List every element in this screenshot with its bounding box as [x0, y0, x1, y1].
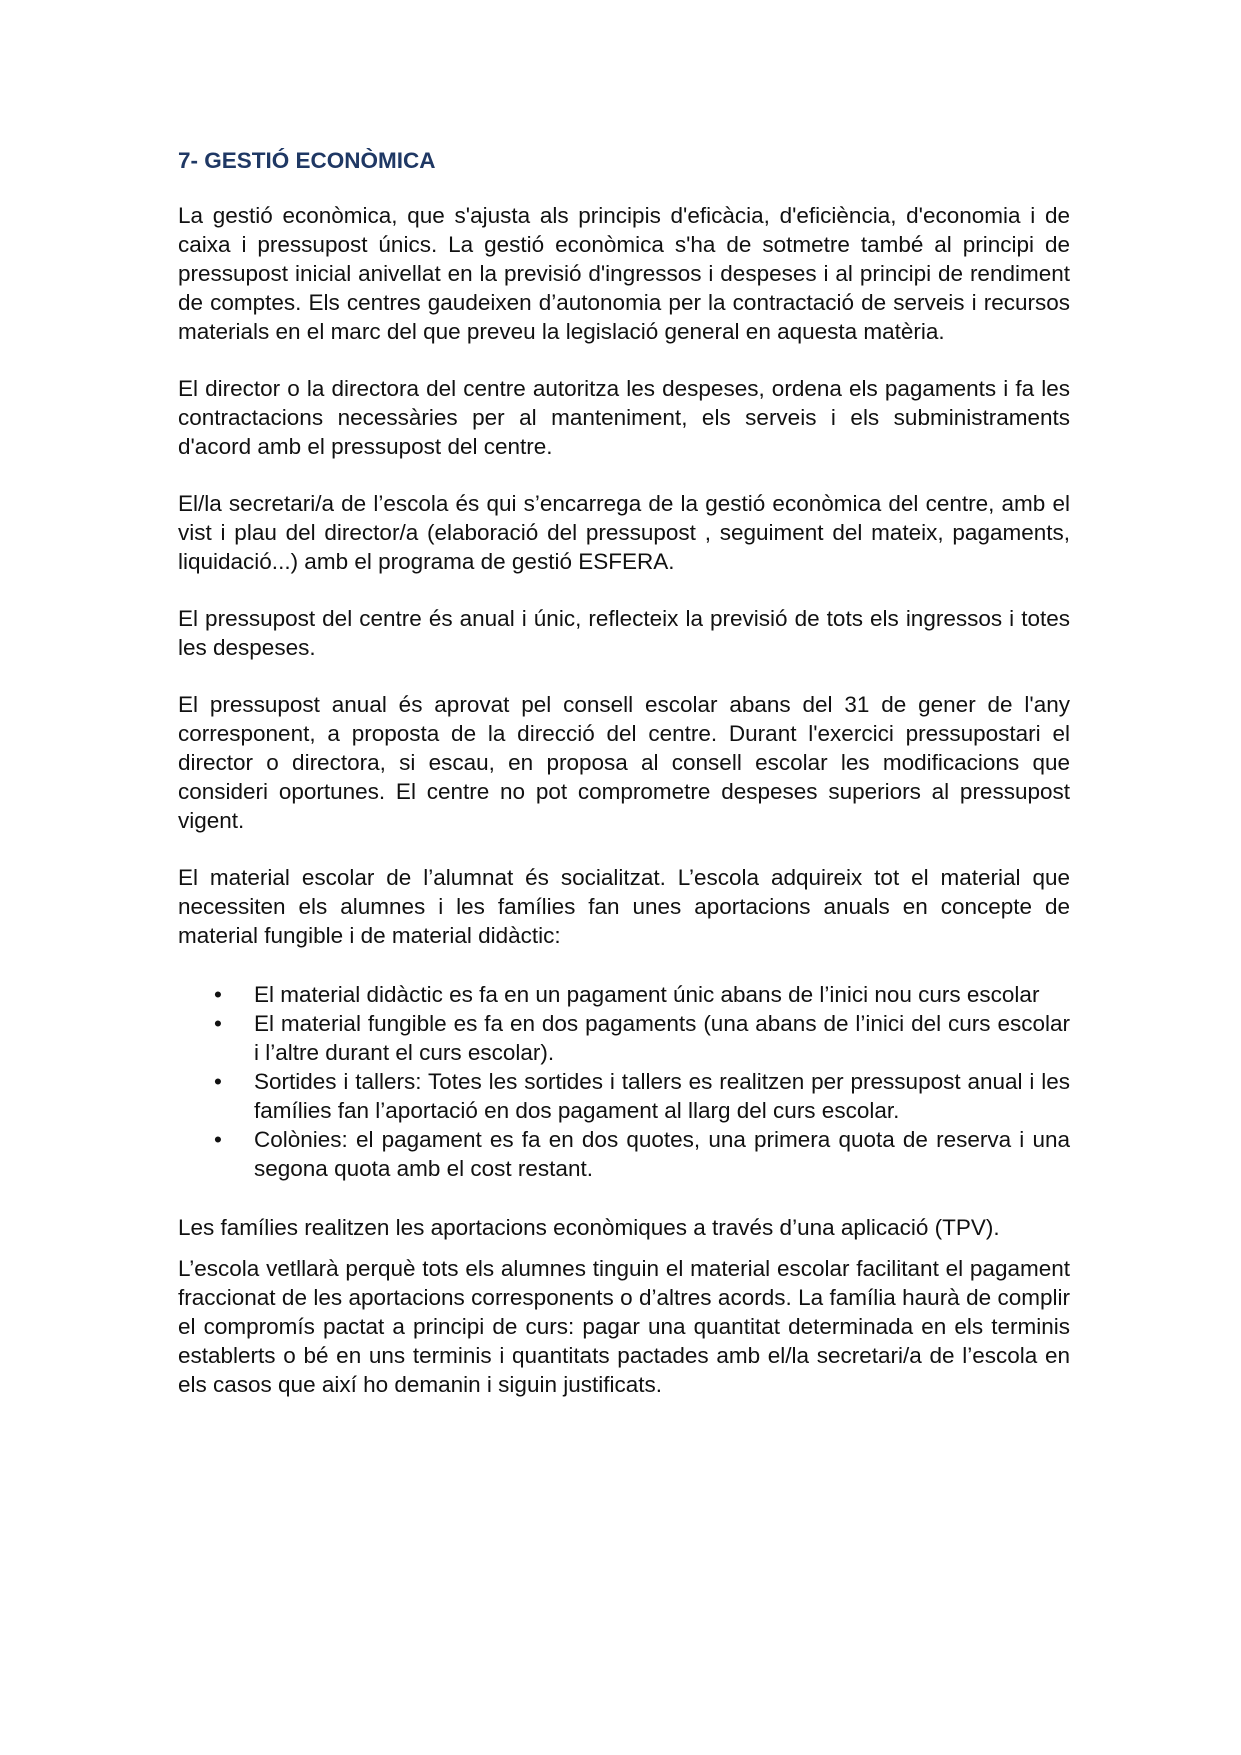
paragraph-tpv-payments: Les famílies realitzen les aportacions econòmiques a través d’una aplicació (TPV).	[178, 1215, 1000, 1240]
list-item-text: El material fungible es fa en dos pagaments (una abans de l’inici del curs escolar i l’altre durant el curs escolar).	[254, 1011, 1070, 1065]
bullet-icon: •	[214, 1127, 222, 1152]
list-item-text: Sortides i tallers: Totes les sortides i tallers es realitzen per pressupost anual i les famílies fan l’aportació en dos pagament al llarg del curs escolar.	[254, 1069, 1070, 1123]
paragraph-secretary-role: El/la secretari/a de l’escola és qui s’encarrega de la gestió econòmica del centre, amb el vist i plau del director/a (elaboració del pressupost , seguiment del mateix, pagaments, liquidació...) amb el programa de gestió ESFERA.	[178, 491, 1070, 574]
paragraph-director-authorizes: El director o la directora del centre autoritza les despeses, ordena els pagaments i fa les contractacions necessàries per al manteniment, els serveis i els subministraments d'acord amb el pressupost del centre.	[178, 376, 1070, 459]
list-item	[214, 1009, 1070, 1067]
bullet-icon: •	[214, 982, 222, 1007]
paragraph-annual-budget: El pressupost del centre és anual i únic, reflecteix la previsió de tots els ingressos i totes les despeses.	[178, 606, 1070, 660]
bullet-icon: •	[214, 1069, 222, 1094]
list-item-text: Colònies: el pagament es fa en dos quotes, una primera quota de reserva i una segona quota amb el cost restant.	[254, 1127, 1070, 1181]
payment-list	[178, 980, 1070, 1183]
paragraph-school-material: El material escolar de l’alumnat és socialitzat. L’escola adquireix tot el material que necessiten els alumnes i les famílies fan unes aportacions anuals en concepte de material fungible i de material didàctic:	[178, 865, 1070, 948]
paragraph-budget-approval: El pressupost anual és aprovat pel consell escolar abans del 31 de gener de l'any corresponent, a proposta de la direcció del centre. Durant l'exercici pressupostari el director o directora, si escau, en proposa al consell escolar les modificacions que consideri oportunes. El centre no pot comprometre despeses superiors al pressupost vigent.	[178, 692, 1070, 833]
list-item	[214, 980, 1070, 1009]
bullet-icon: •	[214, 1011, 222, 1036]
list-item-text: El material didàctic es fa en un pagament únic abans de l’inici nou curs escolar	[254, 982, 1040, 1007]
paragraph-fractioned-payment: L’escola vetllarà perquè tots els alumnes tinguin el material escolar facilitant el pagament fraccionat de les aportacions corresponents o d’altres acords. La família haurà de complir el compromís pactat a principi de curs: pagar una quantitat determinada en els terminis establerts o bé en uns terminis i quantitats pactades amb el/la secretari/a de l’escola en els casos que així ho demanin i siguin justificats.	[178, 1256, 1070, 1397]
list-item	[214, 1125, 1070, 1183]
section-heading: 7- GESTIÓ ECONÒMICA	[178, 148, 436, 173]
document-page	[178, 146, 1070, 1427]
paragraph-economic-management: La gestió econòmica, que s'ajusta als principis d'eficàcia, d'eficiència, d'economia i de caixa i pressupost únics. La gestió econòmica s'ha de sotmetre també al principi de pressupost inicial anivellat en la previsió d'ingressos i despeses i al principi de rendiment de comptes. Els centres gaudeixen d’autonomia per la contractació de serveis i recursos materials en el marc del que preveu la legislació general en aquesta matèria.	[178, 203, 1070, 344]
list-item	[214, 1067, 1070, 1125]
